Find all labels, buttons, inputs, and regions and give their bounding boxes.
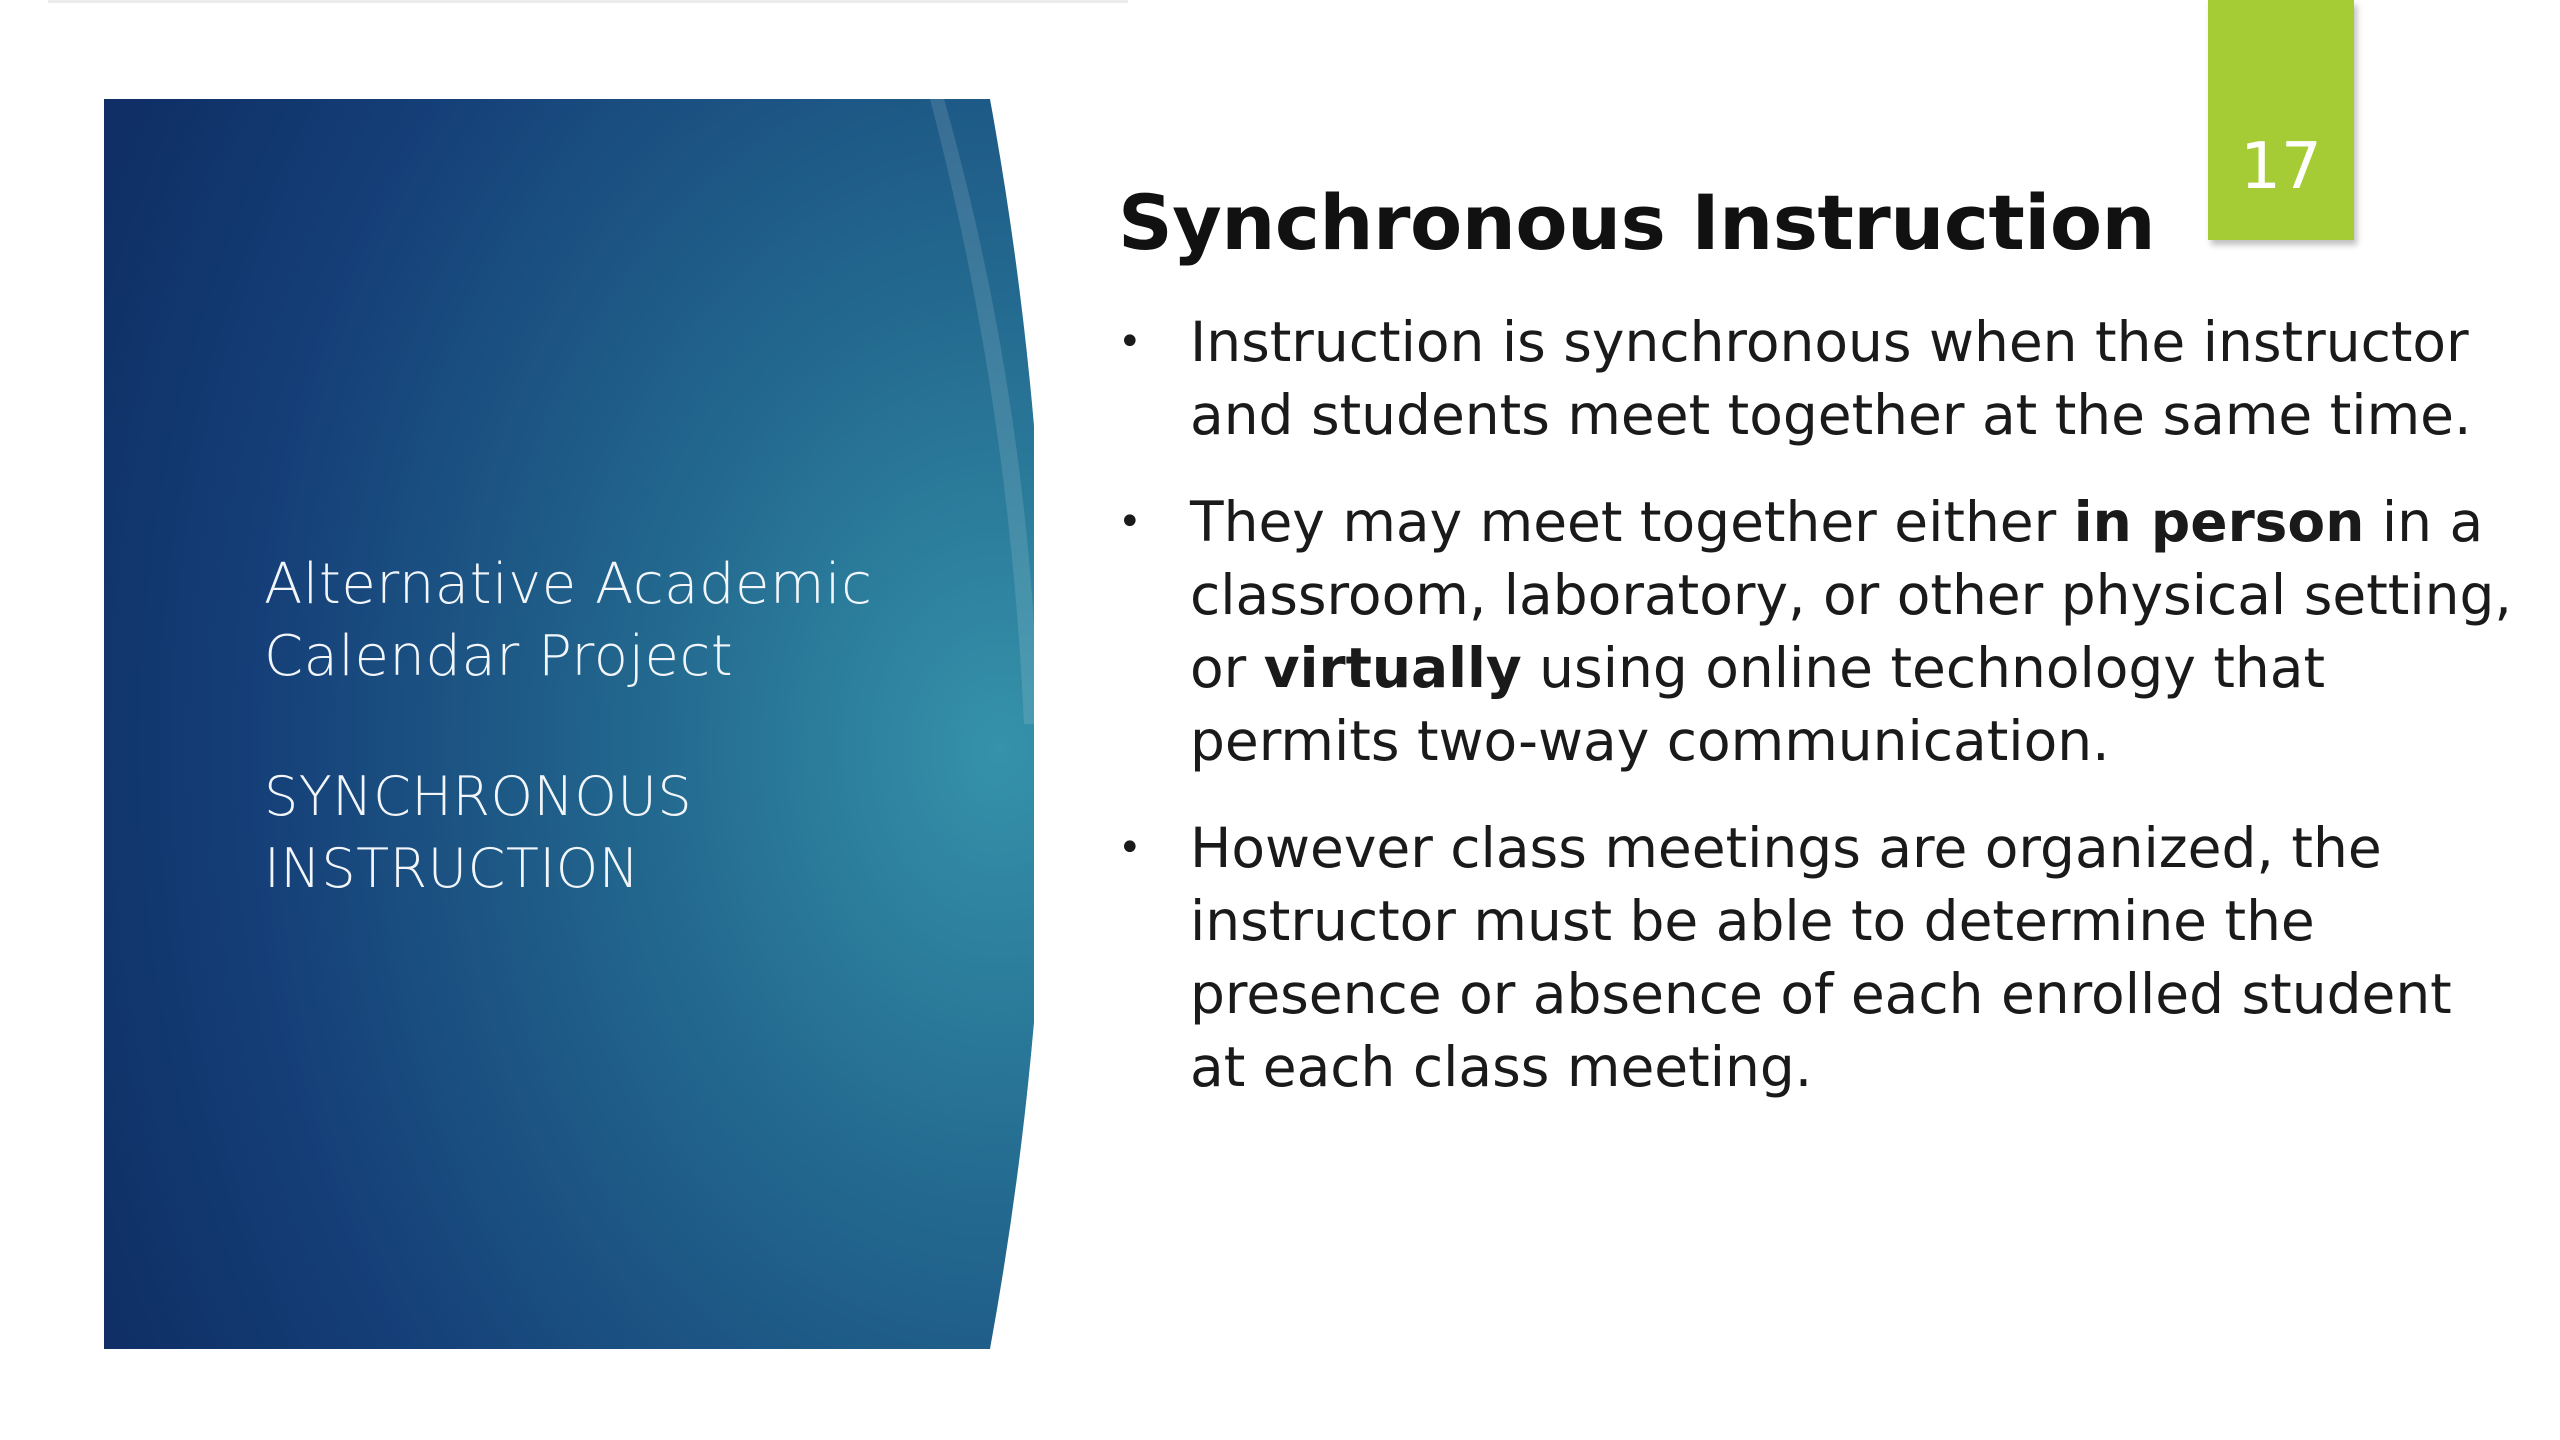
page-number-tab [2208,0,2354,240]
page-number: 17 [2240,130,2322,204]
bullet-item [1118,486,2518,778]
section-title [264,761,984,905]
bullet-emphasis-virtually: virtually [1263,636,1522,700]
bullet-text: However class meetings are organized, the instructor must be able to determine the presence or absence of each enrolled student at each class meeting. [1190,816,2452,1099]
bullet-text-part: in a classroom, laboratory, or other physical setting, or [1190,490,2512,700]
title-panel [104,99,1034,1349]
bullet-icon: • [1118,499,1142,545]
bullet-text: Instruction is synchronous when the instructor and students meet together at the same time. [1190,310,2472,447]
panel-text-block [264,549,984,905]
bullet-item [1118,306,2518,452]
project-subtitle [264,549,984,693]
top-divider [48,0,1128,3]
bullet-text-part: using online technology that permits two-way communication. [1190,636,2326,773]
bullet-list [1118,306,2518,1138]
project-subtitle-line2: Calendar Project [264,624,734,689]
content-title: Synchronous Instruction [1118,178,2156,267]
bullet-item [1118,812,2518,1104]
bullet-icon: • [1118,319,1142,365]
bullet-text-part: They may meet together either [1190,490,2074,554]
bullet-emphasis-in-person: in person [2073,490,2365,554]
section-title-line2: INSTRUCTION [264,837,640,900]
bullet-icon: • [1118,825,1142,871]
project-subtitle-line1: Alternative Academic [264,552,873,617]
section-title-line1: SYNCHRONOUS [264,765,693,828]
